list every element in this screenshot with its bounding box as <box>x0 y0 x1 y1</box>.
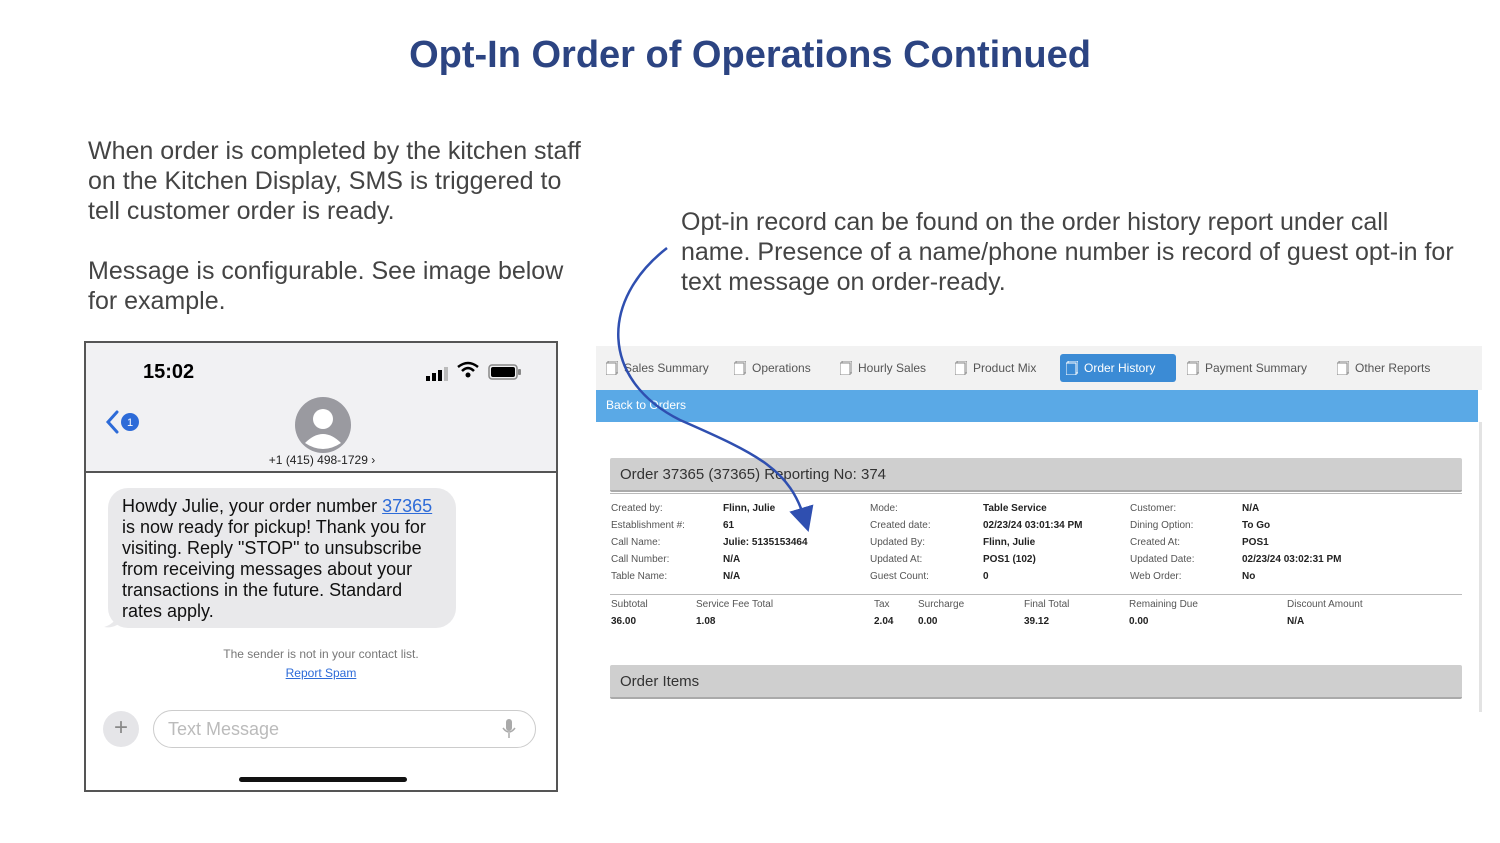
microphone-icon[interactable] <box>502 719 516 739</box>
tab-sales-summary[interactable] <box>600 354 724 382</box>
wifi-icon <box>457 361 479 379</box>
back-badge: 1 <box>126 417 134 429</box>
back-to-orders-link[interactable]: Back to Orders <box>606 398 687 412</box>
value-discount-amount: N/A <box>1287 616 1305 627</box>
report-icon <box>606 361 618 375</box>
label-updated-at: Updated At: <box>870 554 923 565</box>
value-created-date: 02/23/24 03:01:34 PM <box>983 520 1083 531</box>
value-updated-date: 02/23/24 03:02:31 PM <box>1242 554 1342 565</box>
value-created-by: Flinn, Julie <box>723 503 776 514</box>
messages-header <box>86 343 556 473</box>
value-web-order: No <box>1242 571 1256 582</box>
order-detail-panel <box>596 422 1482 712</box>
value-call-name: Julie: 5135153464 <box>723 537 808 548</box>
label-surcharge: Surcharge <box>918 599 965 610</box>
label-subtotal: Subtotal <box>611 599 648 610</box>
tab-label: Payment Summary <box>1205 361 1308 375</box>
value-subtotal: 36.00 <box>611 616 637 627</box>
tab-label: Other Reports <box>1355 361 1431 375</box>
message-text-end: is now ready for pickup! Thank you for visiting. Reply "STOP" to unsubscribe from receiving messages about your transactions in the future. Standard rates apply. <box>122 517 426 621</box>
label-mode: Mode: <box>870 503 898 514</box>
text-message-input[interactable]: Text Message <box>153 710 536 748</box>
report-icon <box>734 361 746 375</box>
value-remaining-due: 0.00 <box>1129 616 1149 627</box>
report-icon <box>840 361 852 375</box>
label-tax: Tax <box>874 599 890 610</box>
tab-payment-summary[interactable] <box>1181 354 1321 382</box>
sender-note: The sender is not in your contact list. <box>223 647 419 661</box>
label-remaining-due: Remaining Due <box>1129 599 1198 610</box>
label-created-at: Created At: <box>1130 537 1181 548</box>
bubble-tail <box>104 609 124 629</box>
report-icon <box>1337 361 1349 375</box>
tab-label: Order History <box>1084 361 1156 375</box>
message-text-start: Howdy Julie, your order number <box>122 496 383 516</box>
value-table-name: N/A <box>723 571 741 582</box>
value-tax: 2.04 <box>874 616 894 627</box>
value-mode: Table Service <box>983 503 1047 514</box>
phone-screenshot <box>84 341 558 792</box>
tab-product-mix[interactable] <box>949 354 1053 382</box>
tab-label: Sales Summary <box>624 361 709 375</box>
tab-other-reports[interactable] <box>1331 354 1455 382</box>
order-number-link[interactable]: 37365 <box>382 496 433 516</box>
tab-label: Operations <box>752 361 811 375</box>
value-surcharge: 0.00 <box>918 616 938 627</box>
value-call-number: N/A <box>723 554 741 565</box>
value-service-fee-total: 1.08 <box>696 616 716 627</box>
battery-icon <box>488 364 522 380</box>
report-icon <box>955 361 967 375</box>
tab-operations[interactable] <box>728 354 828 382</box>
divider <box>610 594 1462 595</box>
divider <box>610 493 1462 494</box>
label-table-name: Table Name: <box>611 571 668 582</box>
label-call-number: Call Number: <box>611 554 670 565</box>
label-created-date: Created date: <box>870 520 931 531</box>
plus-icon[interactable]: + <box>103 711 139 747</box>
value-created-at: POS1 <box>1242 537 1269 548</box>
value-dining-option: To Go <box>1242 520 1271 531</box>
tab-hourly-sales[interactable] <box>834 354 938 382</box>
value-establishment: 61 <box>723 520 735 531</box>
description-sms-trigger: When order is completed by the kitchen staff on the Kitchen Display, SMS is triggered to tell customer order is ready. <box>88 137 581 225</box>
report-icon <box>1187 361 1199 375</box>
value-final-total: 39.12 <box>1024 616 1050 627</box>
value-updated-by: Flinn, Julie <box>983 537 1036 548</box>
order-header: Order 37365 (37365) Reporting No: 374 <box>610 458 1462 492</box>
home-indicator <box>239 777 407 782</box>
description-opt-in-record: Opt-in record can be found on the order history report under call name. Presence of a name/phone number is record of guest opt-in for text message on order-ready. <box>681 208 1454 296</box>
label-service-fee-total: Service Fee Total <box>696 599 774 610</box>
signal-icon <box>426 367 450 381</box>
tab-order-history[interactable] <box>1060 354 1176 382</box>
status-time: 15:02 <box>143 361 195 383</box>
slide-title: Opt-In Order of Operations Continued <box>409 34 1091 76</box>
message-bubble <box>108 488 456 628</box>
order-items-header: Order Items <box>610 665 1462 699</box>
label-call-name: Call Name: <box>611 537 661 548</box>
order-history-report <box>596 346 1482 712</box>
value-customer: N/A <box>1242 503 1260 514</box>
label-discount-amount: Discount Amount <box>1287 599 1363 610</box>
tab-label: Product Mix <box>973 361 1037 375</box>
label-web-order: Web Order: <box>1130 571 1182 582</box>
tab-label: Hourly Sales <box>858 361 927 375</box>
label-dining-option: Dining Option: <box>1130 520 1194 531</box>
label-customer: Customer: <box>1130 503 1177 514</box>
contact-avatar-icon[interactable] <box>295 397 351 453</box>
report-icon <box>1066 361 1078 375</box>
report-spam-link[interactable]: Report Spam <box>285 666 357 680</box>
description-configurable: Message is configurable. See image below for example. <box>88 257 564 315</box>
label-establishment: Establishment #: <box>611 520 685 531</box>
label-final-total: Final Total <box>1024 599 1070 610</box>
contact-number[interactable]: +1 (415) 498-1729 › <box>268 453 376 467</box>
label-guest-count: Guest Count: <box>870 571 929 582</box>
label-updated-by: Updated By: <box>870 537 926 548</box>
back-chevron-icon[interactable] <box>104 407 144 437</box>
label-updated-date: Updated Date: <box>1130 554 1195 565</box>
report-nav-bar <box>596 390 1478 422</box>
value-guest-count: 0 <box>983 571 989 582</box>
report-tab-bar <box>596 346 1482 390</box>
label-created-by: Created by: <box>611 503 663 514</box>
value-updated-at: POS1 (102) <box>983 554 1036 565</box>
